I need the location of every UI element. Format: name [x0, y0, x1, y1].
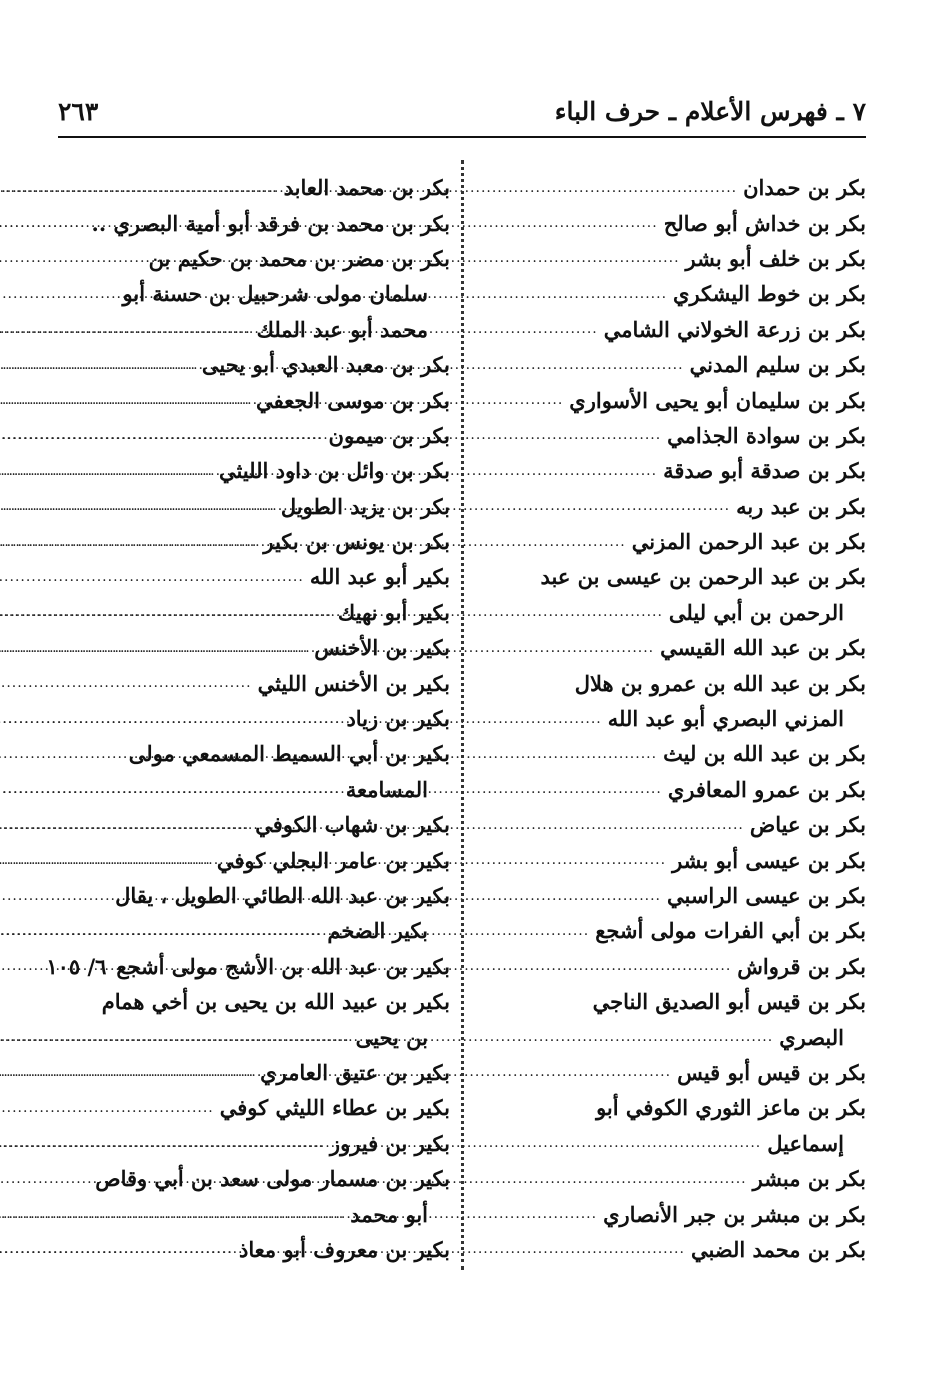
entry-name: بكر بن خلف أبو بشر	[685, 245, 866, 271]
index-entry	[58, 630, 450, 665]
dot-leader	[0, 640, 308, 656]
dot-leader	[0, 321, 251, 337]
dot-leader	[0, 817, 249, 833]
entry-name: بكر بن محمد بن فرقد أبو أمية البصري ..	[91, 210, 450, 236]
dot-leader	[0, 852, 211, 868]
entry-name: بكر بن عبد الله القيسي	[660, 635, 866, 661]
index-entry	[480, 595, 866, 630]
index-entry	[480, 878, 866, 913]
index-entry	[58, 701, 450, 736]
index-entry	[58, 878, 450, 913]
index-entry	[58, 1232, 450, 1267]
index-entry	[480, 241, 866, 276]
index-entry	[480, 1055, 866, 1090]
entry-name: بكر بن قرواش	[737, 953, 866, 979]
entry-name: بكر بن حمدان	[743, 175, 866, 201]
dot-leader	[0, 1241, 233, 1257]
index-entry	[480, 665, 866, 700]
index-entry	[58, 489, 450, 524]
dot-leader	[0, 1100, 214, 1116]
dot-leader	[0, 1064, 254, 1080]
index-entry	[480, 559, 866, 594]
index-entry	[58, 595, 450, 630]
entry-name: بكير بن عبد الله الطائي الطويل ، يقال	[115, 883, 450, 908]
dot-leader	[0, 923, 321, 939]
entry-name: بكير بن معروف أبو معاذ	[239, 1236, 450, 1262]
index-column-left	[46, 170, 450, 1267]
index-entry	[58, 1126, 450, 1161]
entry-name: بكر بن ماعز الثوري الكوفي أبو	[596, 1095, 866, 1121]
dot-leader	[0, 392, 250, 408]
entry-name: بكير بن مسمار مولى سعد بن أبي وقاص	[95, 1166, 450, 1192]
index-entry	[480, 205, 866, 240]
entry-name-continuation: إسماعيل	[767, 1130, 844, 1156]
index-entry	[480, 347, 866, 382]
index-entry	[58, 842, 450, 877]
page-header	[58, 92, 866, 130]
entry-name: بكر بن أبي الفرات مولى أشجع	[595, 918, 866, 944]
index-entry	[58, 665, 450, 700]
index-entry	[58, 807, 450, 842]
entry-name: بكر بن عبد ربه	[736, 493, 866, 519]
index-entry	[480, 984, 866, 1019]
entry-name: بكر بن قيس أبو الصديق الناجي	[592, 989, 866, 1015]
index-entry	[480, 1196, 866, 1231]
entry-name: بكر بن سليمان أبو يحيى الأسواري	[569, 387, 866, 413]
index-entry	[480, 276, 866, 311]
entry-name: بكر بن محمد العابد	[283, 175, 450, 201]
entry-name: بكر بن عبد الرحمن المزني	[631, 529, 866, 555]
entry-name-continuation: سلمان مولى شرحبيل بن حسنة أبو	[122, 281, 428, 307]
entry-name: بكر بن عيسى الراسبي	[667, 883, 866, 908]
dot-leader	[0, 427, 323, 443]
index-entry	[480, 453, 866, 488]
dot-leader	[0, 604, 332, 620]
index-entry	[58, 524, 450, 559]
entry-name-continuation: بكير الضخم	[327, 918, 428, 944]
index-entry	[480, 1161, 866, 1196]
entry-name: بكر بن وائل بن داود الليثي	[218, 458, 450, 484]
index-entry	[480, 913, 866, 948]
entry-name: بكر بن عبد الرحمن بن عيسى بن عبد	[540, 564, 866, 590]
entry-name: بكير بن الأخنس	[314, 635, 450, 661]
index-entry	[480, 949, 866, 984]
index-entry	[480, 1019, 866, 1054]
volume-page-ref: ٦/ ١٠٥	[46, 953, 107, 979]
entry-name: بكر بن سليم المدني	[689, 352, 866, 378]
dot-leader	[0, 357, 196, 373]
dot-leader	[0, 215, 86, 231]
entry-name: بكر بن صدقة أبو صدقة	[663, 458, 866, 484]
dot-leader	[0, 534, 257, 550]
entry-name: بكر بن خوط اليشكري	[673, 281, 866, 307]
index-entry	[480, 524, 866, 559]
index-entry	[58, 205, 450, 240]
entry-name: بكير بن عبد الله بن الأشج مولى أشجع	[116, 953, 450, 979]
index-entry	[58, 736, 450, 771]
entry-name: بكر بن مضر بن محمد بن حكيم بن	[148, 245, 450, 271]
entry-name: بكر بن عمرو المعافري	[667, 776, 866, 802]
entry-name: بكر بن موسى الجعفي	[255, 387, 450, 413]
index-entry	[58, 1090, 450, 1125]
entry-name: بكر بن عبد الله بن عمرو بن هلال	[574, 670, 866, 696]
index-entry	[58, 312, 450, 347]
dot-leader	[0, 1206, 344, 1222]
dot-leader	[0, 1029, 350, 1045]
entry-name-continuation: البصري	[779, 1024, 844, 1050]
entry-name: بكير بن الأخنس الليثي	[257, 670, 450, 696]
entry-name: بكر بن محمد الضبي	[690, 1236, 866, 1262]
entry-name: بكير أبو نهيك	[337, 599, 450, 625]
entry-name: بكير بن زياد	[346, 706, 450, 732]
index-entry	[58, 1196, 450, 1231]
dot-leader	[0, 781, 340, 797]
index-entry	[58, 170, 450, 205]
entry-name: بكير أبو عبد الله	[309, 564, 450, 590]
entry-name: بكر بن مبشر بن جبر الأنصاري	[603, 1201, 866, 1227]
entry-name: بكر بن مبشر	[752, 1166, 866, 1192]
index-entry	[480, 842, 866, 877]
entry-name-continuation: بن يحيى	[355, 1024, 428, 1050]
dot-leader	[0, 569, 304, 585]
index-entry	[58, 453, 450, 488]
index-entry	[480, 170, 866, 205]
index-entry	[480, 1232, 866, 1267]
index-entry	[480, 418, 866, 453]
dot-leader	[0, 463, 213, 479]
column-divider	[461, 160, 464, 1270]
entry-name-continuation: المزني البصري أبو عبد الله	[607, 706, 844, 732]
entry-name-continuation: محمد أبو عبد الملك	[256, 316, 428, 342]
entry-name: بكير بن أبي السميط المسمعي مولى	[128, 741, 450, 767]
index-entry	[480, 1126, 866, 1161]
page-number: ٢٦٣	[58, 96, 99, 126]
index-entry	[480, 701, 866, 736]
entry-name: بكير بن عطاء الليثي كوفي	[219, 1095, 450, 1121]
entry-name: بكر بن سوادة الجذامي	[667, 422, 866, 448]
entry-name: بكر بن يزيد الطويل	[280, 493, 450, 519]
entry-name-continuation: المسامعة	[345, 776, 428, 802]
index-entry	[480, 1090, 866, 1125]
index-entry	[480, 489, 866, 524]
index-entry	[58, 418, 450, 453]
index-entry	[480, 382, 866, 417]
entry-name: بكر بن قيس أبو قيس	[677, 1059, 866, 1085]
index-entry	[58, 241, 450, 276]
entry-name: بكر بن عياض	[749, 812, 866, 838]
dot-leader	[0, 675, 252, 691]
index-entry	[480, 807, 866, 842]
entry-name: بكر بن ميمون	[328, 422, 450, 448]
entry-name: بكر بن يونس بن بكير	[263, 529, 450, 555]
entry-name: بكير بن فيروز	[329, 1130, 450, 1156]
index-entry	[58, 1019, 450, 1054]
index-entry	[46, 949, 450, 984]
index-entry	[58, 1055, 450, 1090]
index-entry	[480, 630, 866, 665]
index-entry	[480, 736, 866, 771]
index-entry	[58, 772, 450, 807]
entry-name-continuation: أبو محمد	[350, 1201, 428, 1227]
index-entry	[58, 347, 450, 382]
index-entry	[480, 772, 866, 807]
index-entry	[58, 559, 450, 594]
dot-leader	[0, 1135, 324, 1151]
index-entry	[480, 312, 866, 347]
entry-name-continuation: الرحمن بن أبي ليلى	[668, 599, 844, 625]
entry-name: بكير بن عامر البجلي كوفي	[216, 847, 450, 873]
index-entry	[58, 382, 450, 417]
entry-name: بكر بن معبد العبدي أبو يحيى	[201, 352, 450, 378]
dot-leader	[0, 498, 275, 514]
entry-name: بكر بن عبد الله بن ليث	[663, 741, 866, 767]
entry-name: بكير بن شهاب الكوفي	[255, 812, 450, 838]
index-entry	[58, 984, 450, 1019]
index-column-right	[480, 170, 866, 1267]
entry-name: بكر بن عيسى أبو بشر	[672, 847, 866, 873]
entry-name: بكر بن خداش أبو صالح	[663, 210, 866, 236]
index-entry	[58, 1161, 450, 1196]
dot-leader	[0, 711, 340, 727]
entry-name: بكر بن زرعة الخولاني الشامي	[603, 316, 866, 342]
index-entry	[58, 276, 450, 311]
header-title: ٧ ـ فهرس الأعلام ـ حرف الباء	[554, 96, 866, 126]
entry-name: بكير بن عبيد الله بن يحيى بن أخي همام	[101, 989, 450, 1015]
entry-name: بكير بن عتيق العامري	[260, 1059, 450, 1085]
index-entry	[58, 913, 450, 948]
header-rule	[58, 136, 866, 138]
dot-leader	[0, 180, 278, 196]
